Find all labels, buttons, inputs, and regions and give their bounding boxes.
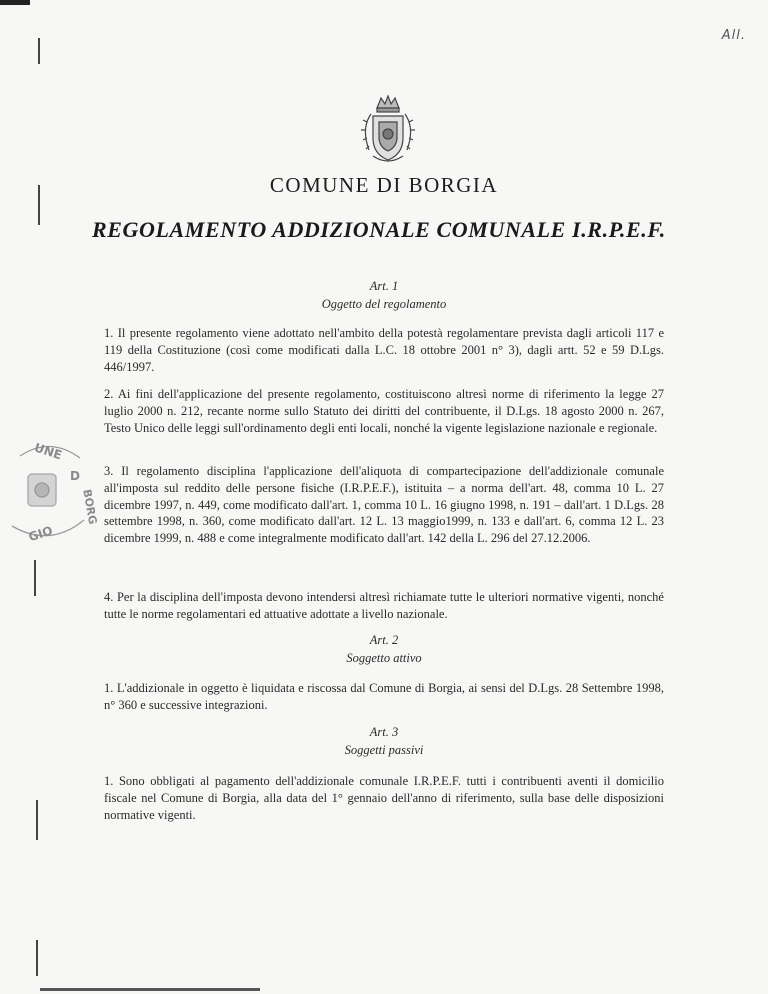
article-number: Art. 2 (369, 633, 399, 647)
article-number: Art. 1 (369, 279, 399, 293)
document-title: REGOLAMENTO ADDIZIONALE COMUNALE I.R.P.E.F. (92, 217, 666, 242)
stamp-text-top: UNE (32, 440, 64, 463)
stamp-text-left: D (70, 469, 80, 483)
handwritten-corner-note: All. (721, 28, 746, 43)
coat-of-arms-icon (357, 92, 419, 166)
stamp-text-bottom: GIO (26, 523, 55, 545)
binder-mark (36, 800, 38, 840)
article-paragraph: 3. Il regolamento disciplina l'applicazione dell'aliquota di compartecipazione dell'addizionale comunale all'imposta sul reddito delle persone fisiche (I.R.P.E.F.), istituita – a norma dell'art. 48, comma 10 L. 27 dicembre 1997, n. 449, come modificato dall'art. 1, comma 10 L. 16 giugno 1998, n. 191 – dall'art. 1 D.Lgs. 28 settembre 1998, n. 360, come modificato dall'art. 12 L. 13 maggio1999, n. 133 e dall'art. 6, comma 12 L. 23 dicembre 1999, n. 488 e come integralmente modificato dall'art. 142 della L. 296 del 27.12.2006. (104, 464, 664, 546)
article-paragraph: 1. Sono obbligati al pagamento dell'addizionale comunale I.R.P.E.F. tutti i contribuenti aventi il domicilio fiscale nel Comune di Borgia, alla data del 1° gennaio dell'anno di riferimento, sulla base delle disposizioni normative vigenti. (104, 774, 664, 822)
binder-mark (38, 38, 40, 64)
article-paragraph: 2. Ai fini dell'applicazione del presente regolamento, costituiscono altresì norme di riferimento la legge 27 luglio 2000 n. 212, recante norme sullo Statuto dei diritti del contribuente, il D.Lgs. 18 agosto 2000 n. 267, Testo Unico delle leggi sull'ordinamento degli enti locali, nonché la vigente legislazione nazionale e regionale. (104, 387, 664, 435)
municipal-stamp-icon (0, 436, 100, 546)
article-heading: Oggetto del regolamento (321, 297, 447, 311)
binder-mark (34, 560, 36, 596)
scan-edge-mark (40, 988, 260, 991)
article-paragraph: 4. Per la disciplina dell'imposta devono intendersi altresì richiamate tutte le ulteriori normative vigenti, nonché tutte le norme regolamentari ed attuative adottate a livello nazionale. (104, 590, 664, 621)
binder-mark (36, 940, 38, 976)
stamp-text-right: BORG (80, 488, 100, 526)
scan-edge-mark (0, 0, 30, 5)
article-paragraph: 1. L'addizionale in oggetto è liquidata e riscossa dal Comune di Borgia, ai sensi del D.Lgs. 28 Settembre 1998, n° 360 e successive integrazioni. (104, 681, 664, 712)
article-paragraph: 1. Il presente regolamento viene adottato nell'ambito della potestà regolamentare prevista dagli articoli 117 e 119 della Costituzione (così come modificati dalla L.C. 18 ottobre 2001 n° 3), dagli artt. 52 e 59 D.Lgs. 446/1997. (104, 326, 664, 374)
article-number: Art. 3 (369, 725, 399, 739)
article-heading: Soggetto attivo (346, 651, 422, 665)
comune-heading: COMUNE DI BORGIA (269, 173, 499, 197)
article-heading: Soggetti passivi (344, 743, 424, 757)
